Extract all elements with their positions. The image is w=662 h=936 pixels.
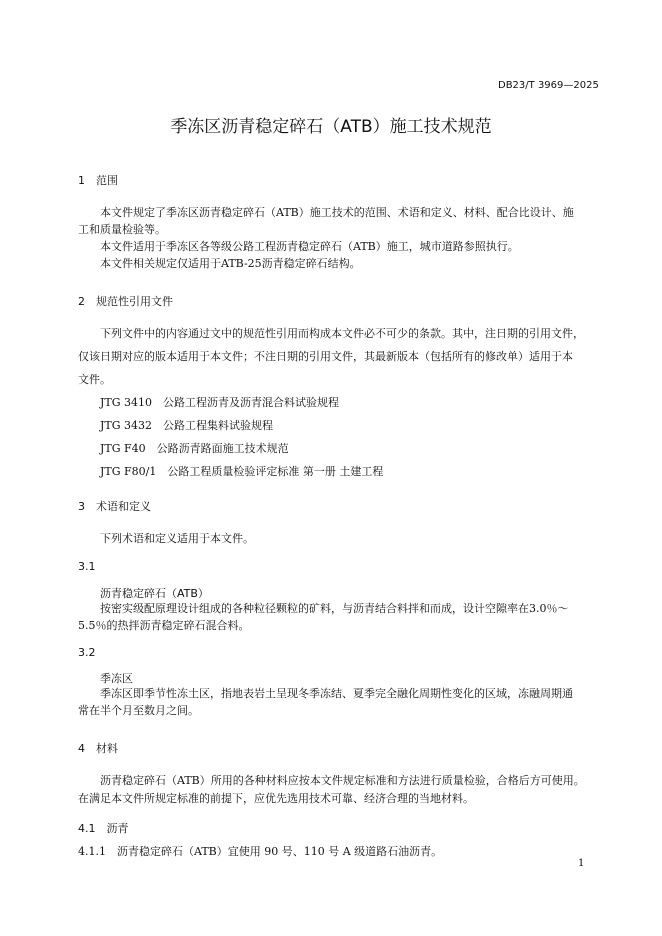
section-3-intro: 下列术语和定义适用于本文件。: [100, 532, 254, 545]
section-4-1-1-clause: 4.1.1 沥青稳定碎石（ATB）宜使用 90 号、110 号 A 级道路石油沥青。: [78, 845, 443, 858]
page-number: 1: [578, 858, 585, 869]
section-2-paragraph-line-3: 文件。: [78, 373, 111, 386]
section-4-paragraph-line-1: 沥青稳定碎石（ATB）所用的各种材料应按本文件规定标准和方法进行质量检验，合格后方可使用。: [100, 774, 585, 787]
section-4-paragraph-line-2: 在满足本文件所规定标准的前提下，应优先选用技术可靠、经济合理的当地材料。: [78, 792, 474, 805]
section-3-heading: 3 术语和定义: [78, 500, 151, 513]
term-3-2-definition-line-2: 常在半个月至数月之间。: [78, 704, 199, 717]
term-3-1-name: 沥青稳定碎石（ATB）: [100, 587, 209, 600]
section-1-heading: 1 范围: [78, 174, 118, 187]
normative-reference: JTG F40 公路沥青路面施工技术规范: [100, 442, 289, 455]
document-number: DB23/T 3969—2025: [498, 80, 599, 91]
section-1-paragraph-3: 本文件相关规定仅适用于ATB-25沥青稳定碎石结构。: [100, 257, 361, 270]
section-4-1-heading: 4.1 沥青: [78, 822, 129, 835]
section-1-paragraph-2: 本文件适用于季冻区各等级公路工程沥青稳定碎石（ATB）施工，城市道路参照执行。: [100, 240, 519, 253]
normative-reference: JTG 3432 公路工程集料试验规程: [100, 419, 274, 432]
section-2-heading: 2 规范性引用文件: [78, 295, 173, 308]
normative-reference: JTG 3410 公路工程沥青及沥青混合料试验规程: [100, 396, 340, 409]
term-3-1-definition-line-1: 按密实级配原理设计组成的各种粒径颗粒的矿料，与沥青结合料拌和而成，设计空隙率在3.0％～: [100, 602, 569, 615]
term-3-2-name: 季冻区: [100, 672, 133, 685]
section-1-paragraph-1-line-1: 本文件规定了季冻区沥青稳定碎石（ATB）施工技术的范围、术语和定义、材料、配合比设计、施: [100, 206, 574, 219]
term-3-1-definition-line-2: 5.5％的热拌沥青稳定碎石混合料。: [78, 619, 250, 632]
document-title: 季冻区沥青稳定碎石（ATB）施工技术规范: [170, 117, 492, 137]
section-1-paragraph-1-line-2: 工和质量检验等。: [78, 223, 166, 236]
section-4-heading: 4 材料: [78, 742, 118, 755]
section-2-paragraph-line-1: 下列文件中的内容通过文中的规范性引用而构成本文件必不可少的条款。其中，注日期的引用文件，: [100, 327, 584, 340]
term-3-2-definition-line-1: 季冻区即季节性冻土区，指地表岩土呈现冬季冻结、夏季完全融化周期性变化的区域，冻融周期通: [100, 687, 573, 700]
normative-reference: JTG F80/1 公路工程质量检验评定标准 第一册 土建工程: [100, 465, 384, 478]
term-3-2-number: 3.2: [78, 646, 96, 659]
term-3-1-number: 3.1: [78, 560, 96, 573]
section-2-paragraph-line-2: 仅该日期对应的版本适用于本文件；不注日期的引用文件，其最新版本（包括所有的修改单）适用于本: [78, 350, 573, 363]
